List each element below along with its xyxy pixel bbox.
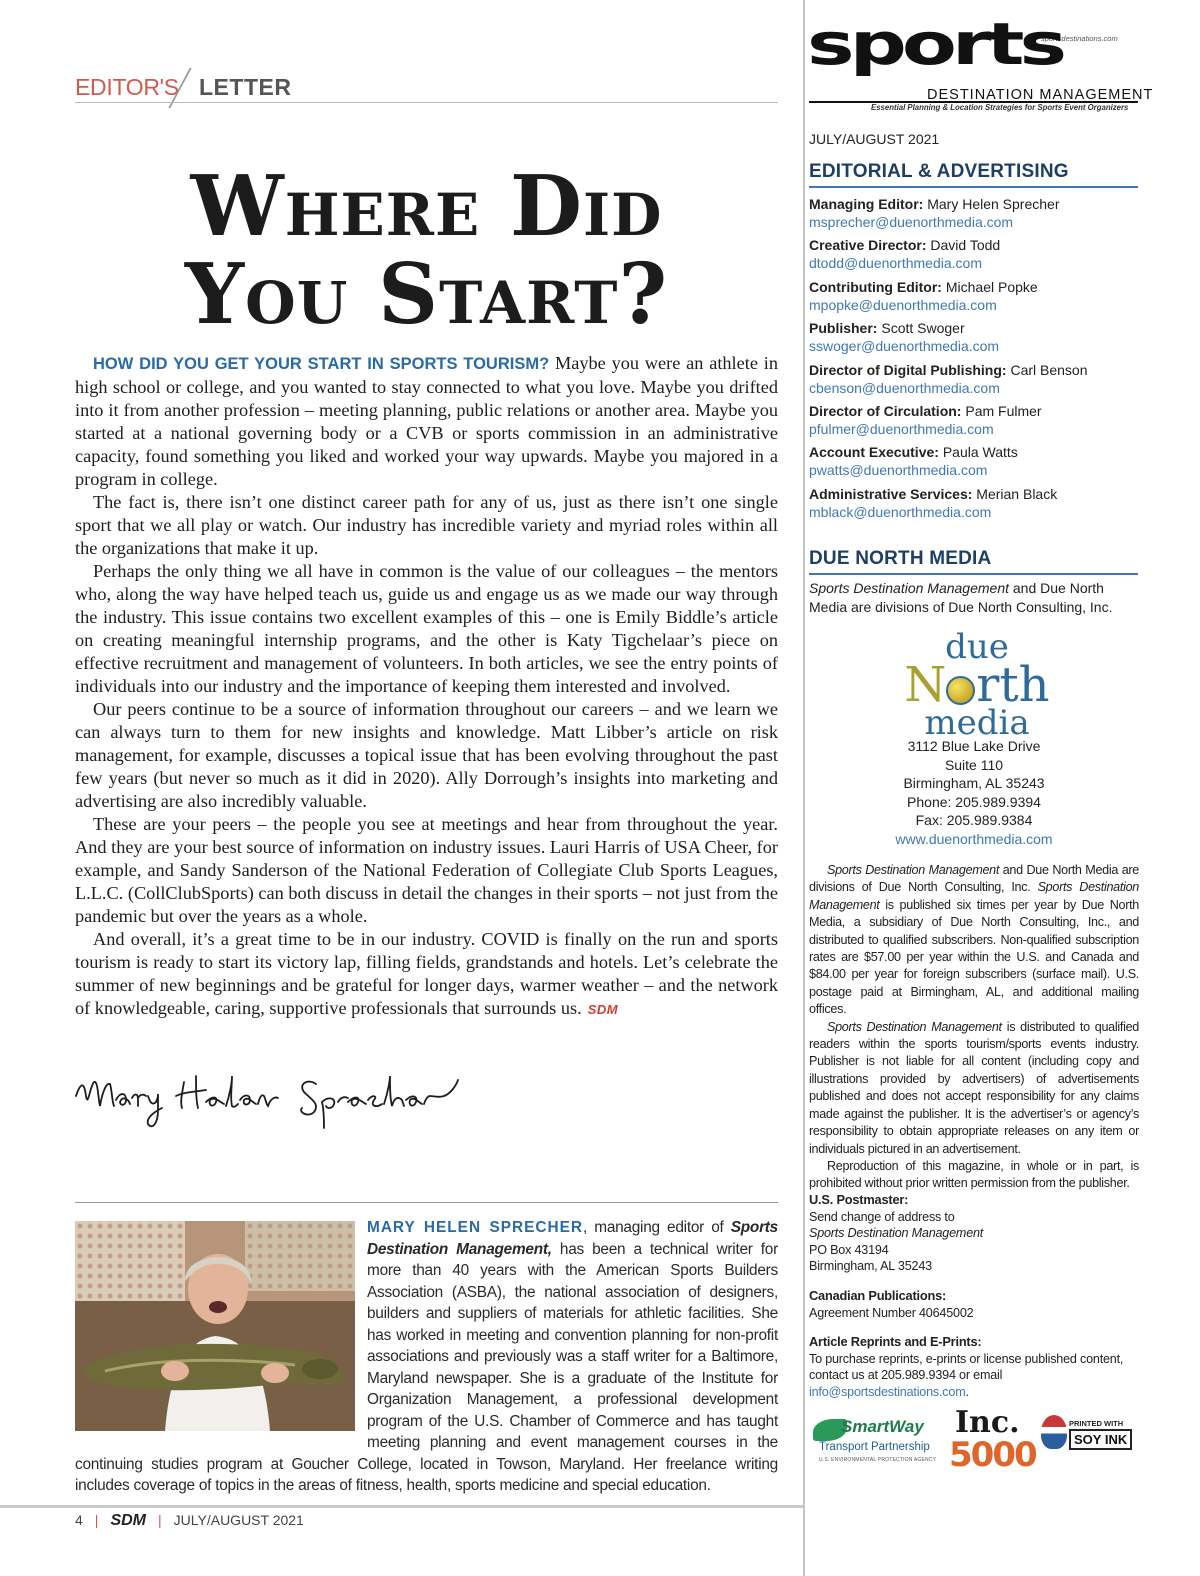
staff-email-link[interactable]: cbenson@duenorthmedia.com (809, 379, 1000, 396)
notice-text: is published six times per year by Due North Media, a subsidiary of Due North Consulting, Inc., and distributed to qualified subscribers. Non-qualified subscription rates are $57.00 per year within the U.S. and Canada and $84.00 per year for foreign subscribers (surface mail). U.S. postage paid at Birmingham, AL, and additional mailing offices. (809, 897, 1139, 1017)
notice-paragraph-1 (809, 862, 1139, 1019)
staff-entry (809, 236, 1144, 277)
staff-title: Director of Digital Publishing: (809, 361, 1007, 378)
reprints-text-wrap (809, 1351, 1139, 1401)
end-mark: SDM (587, 1002, 619, 1017)
badges-row (809, 1405, 1144, 1475)
logo-url: sportsdestinations.com (1041, 34, 1118, 43)
staff-entry (809, 361, 1144, 402)
footer-issue: JULY/AUGUST 2021 (173, 1512, 304, 1528)
canadian-heading: Canadian Publications: (809, 1288, 947, 1303)
section-rule (75, 102, 778, 103)
headline-line-1: Where Did (190, 157, 663, 255)
staff-role (809, 236, 1144, 254)
paragraph-2: The fact is, there isn’t one distinct career path for any of us, just as there isn’t one single sport that we all play or watch. Our industry has incredible variety and myriad roles within all the organizations that make it up. (75, 492, 778, 558)
reprints-heading: Article Reprints and E-Prints: (809, 1334, 982, 1349)
issue-date: JULY/AUGUST 2021 (809, 131, 940, 147)
staff-email-link[interactable]: pfulmer@duenorthmedia.com (809, 420, 994, 437)
staff-name: Scott Swoger (877, 320, 965, 337)
staff-title: Managing Editor: (809, 196, 924, 212)
smartway-epa: U.S. ENVIRONMENTAL PROTECTION AGENCY (819, 1457, 937, 1463)
compass-icon (946, 676, 975, 705)
headline (75, 157, 778, 343)
dnm-address (809, 737, 1139, 849)
address-line: Suite 110 (944, 756, 1004, 773)
notice-paragraph-3: Reproduction of this magazine, in whole or in part, is prohibited without prior written permission from the publisher. (809, 1158, 1139, 1191)
staff-title: Director of Circulation: (809, 402, 962, 419)
footer-brand: SDM (110, 1512, 146, 1529)
smartway-subtitle: Transport Partnership (819, 1441, 930, 1453)
flag-shield-icon (1041, 1415, 1067, 1449)
postmaster-block (809, 1192, 1139, 1275)
paragraph-5: These are your peers – the people you see at meetings and hear from throughout the year. And they are your best source of information on industry issues. Lauri Harris of USA Cheer, for example, and Sandy Sanderson of the National Federation of Collegiate Club Sports Leagues, L.L.C. (CollClubSports) can both discuss in detail the changes in their sports – not just from the pandemic but over the years as a whole. (75, 814, 778, 926)
soy-printed-with: PRINTED WITH (1069, 1419, 1124, 1428)
staff-name: Pam Fulmer (961, 402, 1042, 419)
bio-text-1: , managing editor of (583, 1219, 731, 1236)
soy-ink-label: SOY INK (1069, 1429, 1132, 1450)
smartway-title: SmartWay (841, 1417, 924, 1436)
staff-role (809, 319, 1144, 337)
staff-name: Merian Black (972, 485, 1058, 502)
staff-email-link[interactable]: pwatts@duenorthmedia.com (809, 462, 988, 479)
bio-photo-space (75, 1217, 367, 1435)
dnm-desc-italic: Sports Destination Management (809, 580, 1009, 596)
notice-italic: Sports Destination Management (827, 1019, 1002, 1034)
staff-title: Creative Director: (809, 237, 927, 254)
paragraph-6 (75, 928, 778, 1021)
logo-north-n: N (904, 657, 947, 713)
staff-email-link[interactable]: mblack@duenorthmedia.com (809, 503, 992, 520)
staff-role (809, 195, 1144, 213)
author-bio (75, 1217, 778, 1497)
dnm-desc-rest: and Due North Media are divisions of Due North Consulting, Inc. (809, 580, 1113, 615)
canadian-block (809, 1288, 1139, 1321)
staff-title: Account Executive: (809, 444, 939, 461)
dnm-website-link[interactable]: www.duenorthmedia.com (895, 830, 1053, 847)
staff-entry (809, 278, 1144, 319)
inc-5000-logo (949, 1405, 1036, 1475)
paragraph-6-text: And overall, it’s a great time to be in our industry. COVID is finally on the run and sports tourism is ready to start its victory lap, filling fields, grandstands and hotels. Let’s celebrate the summer of new beginnings and be grateful for longer days, warmer weather – and the network of knowledgeable, caring, supportive professionals that surrounds us. (75, 929, 778, 1018)
phone-line: Phone: 205.989.9394 (907, 793, 1041, 810)
staff-name: Mary Helen Sprecher (923, 196, 1060, 212)
notice-italic: Sports Destination Management (827, 863, 1000, 877)
staff-email-link[interactable]: msprecher@duenorthmedia.com (809, 214, 1014, 230)
staff-role (809, 278, 1144, 296)
staff-entry (809, 443, 1144, 484)
postmaster-line: Birmingham, AL 35243 (809, 1259, 932, 1273)
notice-paragraph-2 (809, 1019, 1139, 1158)
staff-entry (809, 402, 1144, 443)
staff-title: Contributing Editor: (809, 278, 942, 295)
reprints-text: To purchase reprints, e-prints or license published content, contact us at 205.989.9394 or email (809, 1351, 1124, 1382)
footer-bar (0, 1505, 803, 1508)
bio-text-2: has been a technical writer for more than 40 years with the American Sports Builders Association (ASBA), the national association of designers, builders and suppliers of materials for athletic facilities. She has worked in meeting and convention planning for non-profit associations and previously was a staff writer for a Baltimore, Maryland newspaper. She is a graduate of the Institute for Organization Management, a professional development program of the U.S. Chamber of Commerce and has taught meeting planning and event management courses in the continuing studies program at Goucher College, located in Towson, Maryland. Her freelance writing includes coverage of topics in the areas of fitness, health, sports medicine and special education. (75, 1240, 778, 1494)
staff-email-link[interactable]: mpopke@duenorthmedia.com (809, 296, 997, 313)
notice-text: and Due North Media are divisions of Due North Consulting, Inc. (809, 863, 1139, 895)
staff-role (809, 402, 1144, 420)
headline-line-2: You Start? (184, 245, 669, 343)
reprints-email-link[interactable]: info@sportsdestinations.com (809, 1384, 966, 1399)
address-line: Birmingham, AL 35243 (903, 775, 1045, 792)
inc-number: 5000 (949, 1435, 1036, 1475)
logo-subtitle: DESTINATION MANAGEMENT (927, 87, 1154, 103)
staff-title: Administrative Services: (809, 485, 973, 502)
bio-publication: Sports Destination Management, (367, 1219, 778, 1258)
handwritten-signature (72, 1066, 472, 1136)
masthead-column (807, 0, 1154, 1576)
staff-role (809, 443, 1144, 461)
paragraph-1-text: Maybe you were an athlete in high school or college, and you wanted to stay connected to what you love. Maybe you drifted into it from another profession – meeting planning, public relations or another area. Maybe you started at a national governing body or a CVB or sports commission in an administrative capacity, found something you liked and worked your way upwards. Maybe you majored in a program in college. (75, 353, 778, 489)
logo-tagline: Essential Planning & Location Strategies for Sports Event Organizers (871, 103, 1129, 112)
paragraph-4: Our peers continue to be a source of information throughout our careers – and we learn we can always turn to them for new insights and knowledge. Matt Libber’s article on risk management, for example, discusses a topical issue that has been evolving throughout the past few years (but never so much as it did in 2020). Ally Dorrough’s insights into marketing and advertising are also incredibly valuable. (75, 699, 778, 811)
notice-italic: Sports Destination Management (809, 880, 1139, 912)
staff-name: Michael Popke (941, 278, 1038, 295)
canadian-line: Agreement Number 40645002 (809, 1305, 974, 1320)
article-body (75, 352, 778, 1021)
paragraph-1 (75, 352, 778, 491)
staff-entry (809, 319, 1144, 360)
page-footer (75, 1512, 304, 1530)
staff-list (809, 195, 1144, 526)
postmaster-line: PO Box 43194 (809, 1242, 889, 1257)
logo-media: media (924, 703, 1030, 743)
due-north-media-logo (892, 627, 1062, 743)
postmaster-line: Send change of address to (809, 1209, 955, 1224)
notice-text: is distributed to qualified readers within the sports tourism/sports events industry. Publisher is not liable for all content (including copy and illustrations provided by advertisers) of advertisements published and does not accept responsibility for any claims made against the publisher. It is the advertiser’s or agency’s responsibility to obtain appropriate releases on any item or individuals pictured in an advertisement. (809, 1019, 1139, 1156)
footer-separator: | (94, 1512, 99, 1528)
reprints-block (809, 1334, 1139, 1400)
logo-due: due (945, 627, 1009, 667)
staff-name: Carl Benson (1006, 361, 1088, 378)
logo-wordmark: sports (807, 10, 1063, 78)
bio-name: MARY HELEN SPRECHER (367, 1219, 584, 1236)
dnm-heading: DUE NORTH MEDIA (809, 548, 992, 569)
inc-label: Inc. (955, 1405, 1020, 1440)
bio-rule (75, 1202, 778, 1203)
logo-north-rest: rth (976, 657, 1050, 713)
reprints-end: . (965, 1384, 969, 1399)
staff-name: David Todd (926, 237, 1001, 254)
staff-entry (809, 485, 1144, 526)
staff-role (809, 485, 1144, 503)
fax-line: Fax: 205.989.9384 (915, 812, 1033, 829)
page-number: 4 (75, 1512, 83, 1528)
staff-role (809, 361, 1144, 379)
dnm-rule (809, 573, 1138, 575)
staff-name: Paula Watts (938, 444, 1018, 461)
column-divider (803, 0, 805, 1576)
postmaster-line: Sports Destination Management (809, 1226, 984, 1240)
lead-in: HOW DID YOU GET YOUR START IN SPORTS TOURISM? (93, 355, 550, 373)
staff-email-link[interactable]: sswoger@duenorthmedia.com (809, 338, 1000, 355)
publication-notice (809, 862, 1139, 1193)
section-label-letter: LETTER (199, 74, 292, 100)
editorial-rule (809, 186, 1138, 188)
soy-ink-logo (1041, 1411, 1136, 1461)
staff-title: Publisher: (809, 320, 878, 337)
address-line: 3112 Blue Lake Drive (907, 738, 1041, 754)
paragraph-3: Perhaps the only thing we all have in common is the value of our colleagues – the mentors who, along the way have helped teach us, guide us and engage us as we made our way through the industry. This issue contains two excellent examples of this – one is Emily Biddle’s article on creating meaningful internship programs, and the other is Katy Tigchelaar’s piece on effective recruitment and management of volunteers. In both articles, we see the entry points of individuals into our industry and the importance of keeping them interested and involved. (75, 561, 778, 696)
smartway-logo (813, 1415, 937, 1470)
section-label-editors: EDITOR'S (75, 74, 179, 100)
staff-email-link[interactable]: dtodd@duenorthmedia.com (809, 255, 982, 272)
staff-entry (809, 195, 1144, 236)
footer-separator: | (158, 1512, 162, 1528)
dnm-description (809, 579, 1139, 617)
postmaster-heading: U.S. Postmaster: (809, 1192, 909, 1207)
editorial-heading: EDITORIAL & ADVERTISING (809, 161, 1069, 182)
